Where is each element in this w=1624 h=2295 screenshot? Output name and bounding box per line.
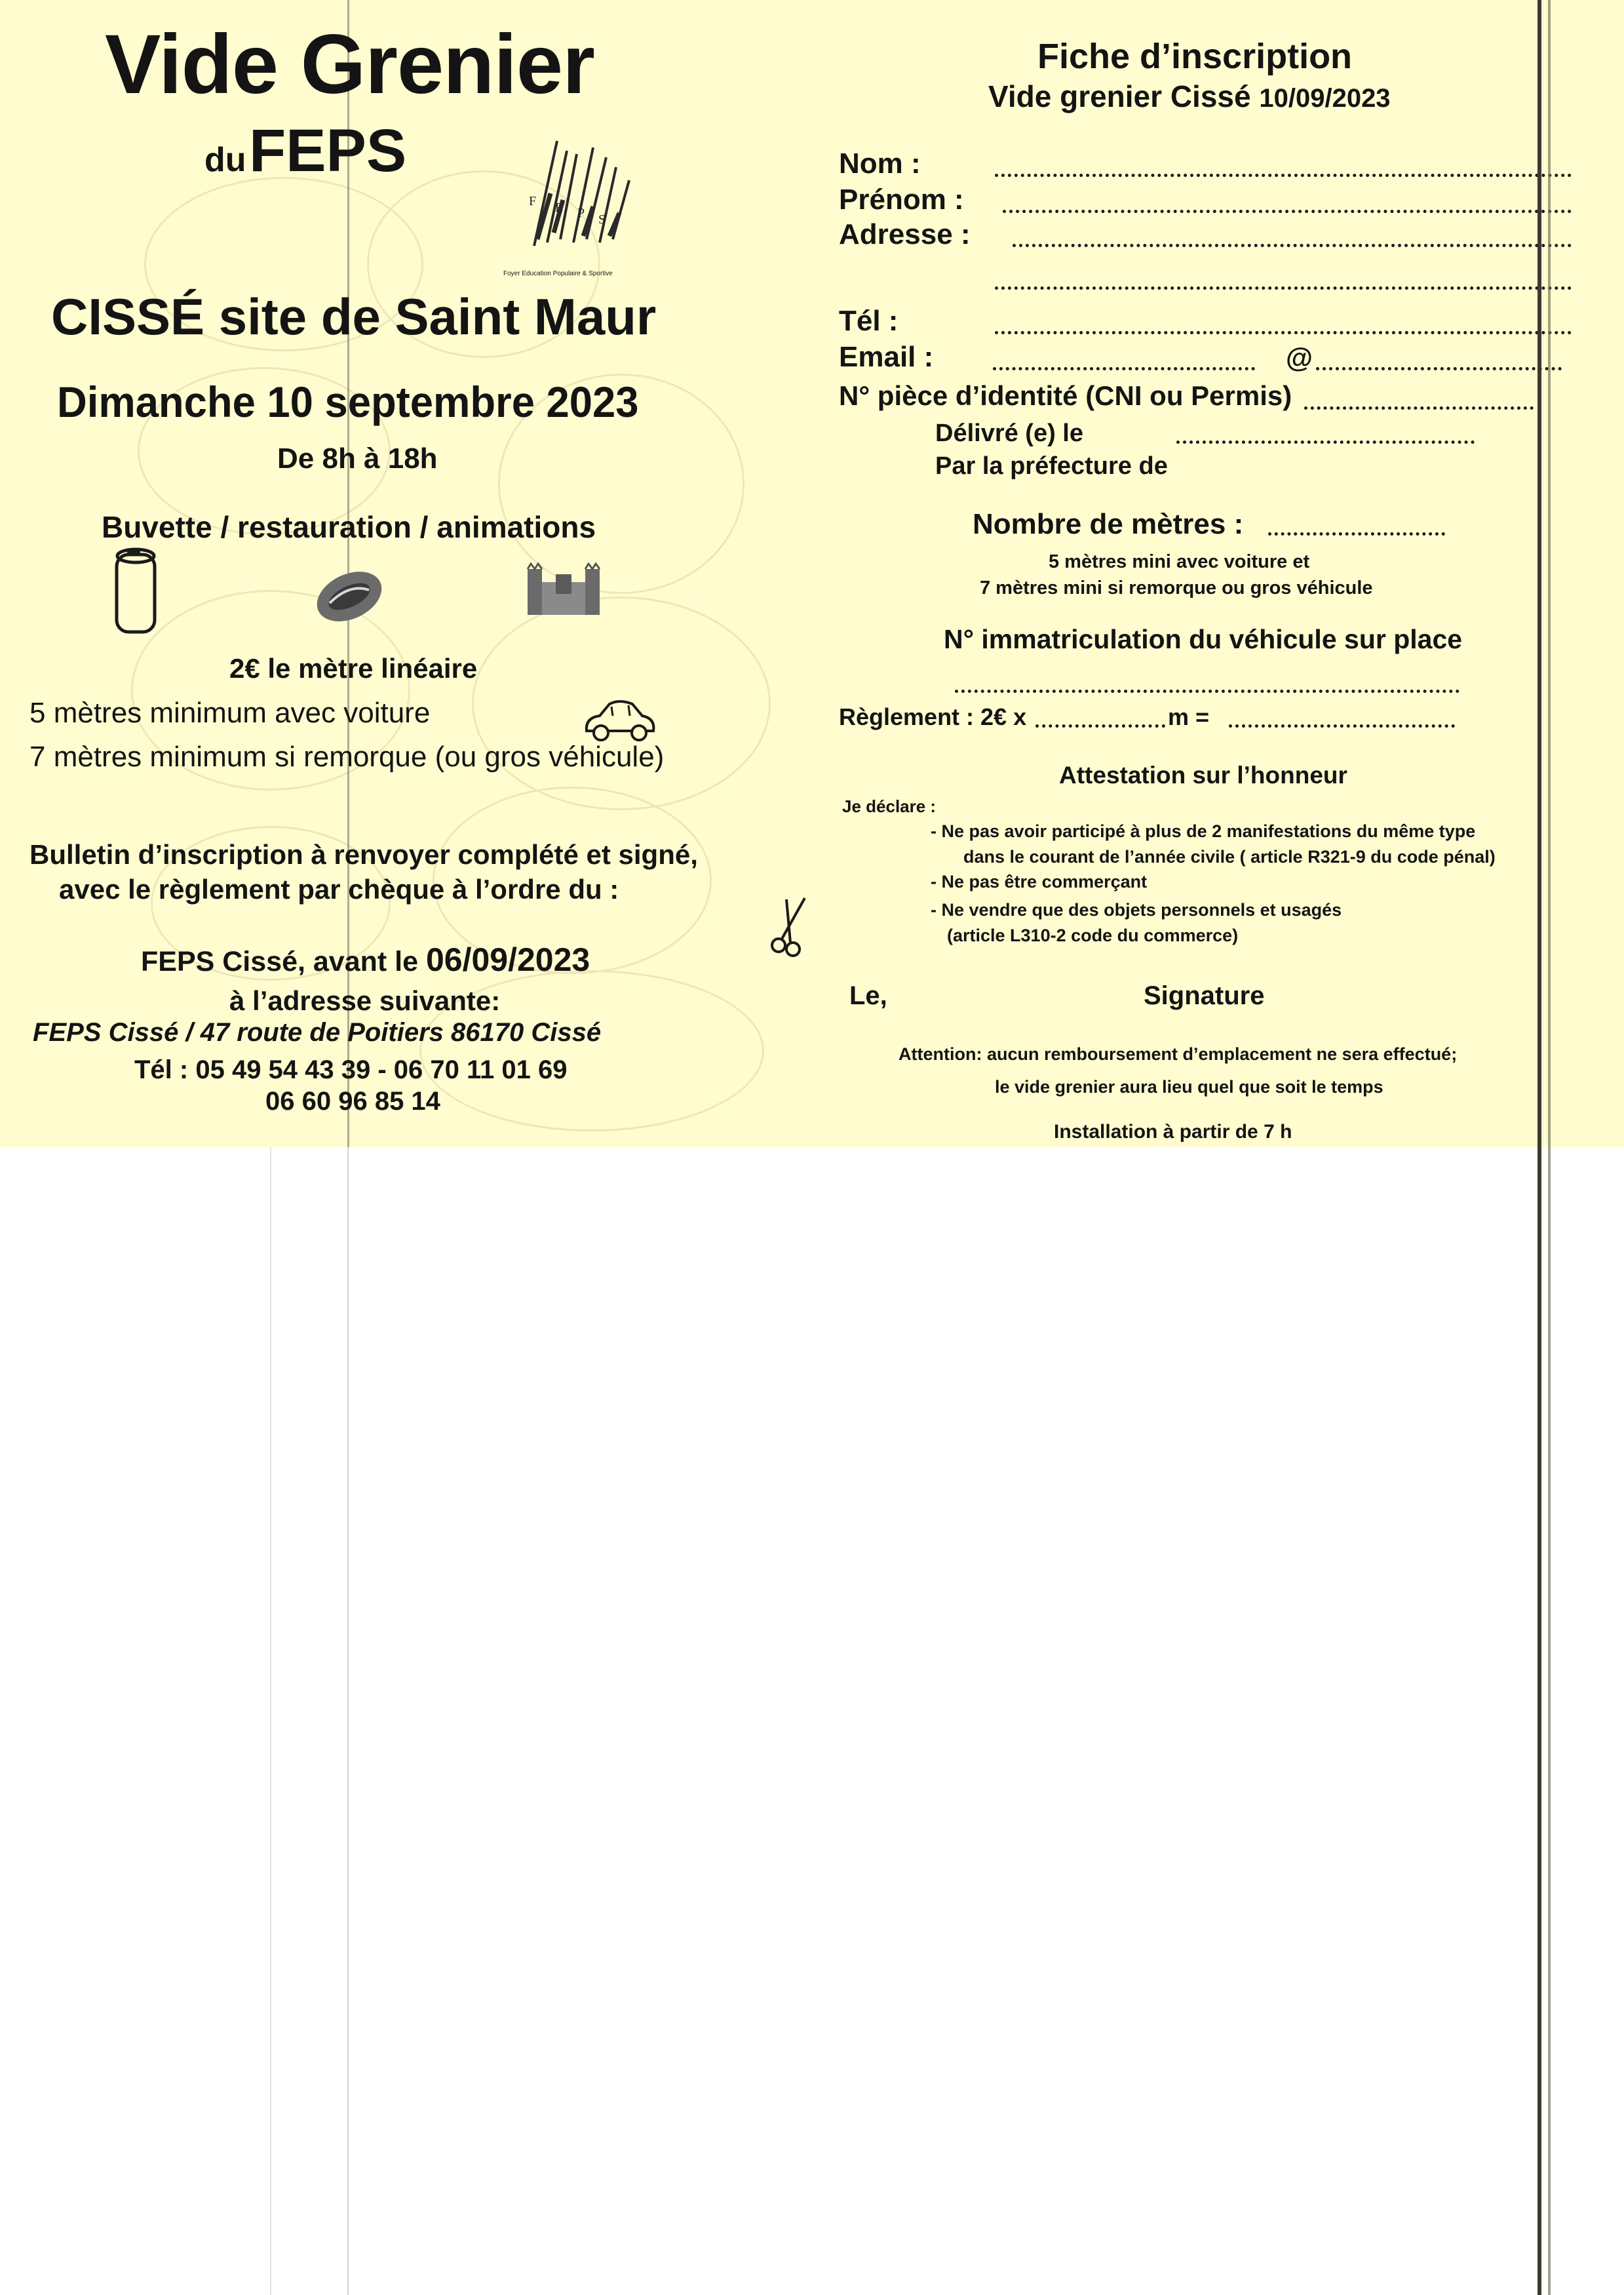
declaration-3: - Ne pas être commerçant [931, 872, 1148, 892]
form-date: 10/09/2023 [1259, 84, 1391, 113]
reglement-total-line[interactable] [1229, 724, 1455, 728]
declaration-2: dans le courant de l’année civile ( article R321-9 du code pénal) [963, 847, 1496, 867]
date-place-label: Le, [849, 981, 887, 1010]
installation-note: Installation à partir de 7 h [1054, 1121, 1292, 1143]
signature-label[interactable]: Signature [1144, 981, 1265, 1010]
form-subtitle [988, 79, 1391, 114]
metres-label: Nombre de mètres : [973, 508, 1244, 540]
svg-text:E: E [555, 201, 564, 215]
page-edge-line [1537, 0, 1541, 2295]
immatriculation-line[interactable] [955, 690, 1460, 693]
deadline-date: 06/09/2023 [425, 941, 590, 978]
car-icon [580, 695, 659, 746]
deadline [141, 941, 590, 979]
field-email-domain-line[interactable] [1316, 367, 1562, 370]
svg-text:F: F [529, 194, 537, 208]
field-nom-label: Nom : [839, 147, 921, 180]
scan-artifact-line [347, 1147, 349, 2295]
deadline-prefix: FEPS Cissé, avant le [141, 946, 426, 977]
field-adresse-line[interactable] [1013, 244, 1572, 247]
svg-text:P: P [577, 206, 585, 220]
event-date: Dimanche 10 septembre 2023 [57, 378, 639, 426]
field-nom-line[interactable] [995, 174, 1572, 177]
attestation-title: Attestation sur l’honneur [1059, 762, 1347, 789]
metres-note-1: 5 mètres mini avec voiture et [1049, 551, 1310, 572]
reglement-qty-line[interactable] [1035, 724, 1165, 728]
drink-can-icon [113, 545, 159, 640]
field-delivre-line[interactable] [1176, 441, 1475, 444]
logo-caption: Foyer Education Populaire & Sportive [503, 270, 613, 277]
event-services: Buvette / restauration / animations [102, 510, 596, 544]
bulletin-instructions-1: Bulletin d’inscription à renvoyer complété et signé, [29, 839, 698, 870]
form-title: Fiche d’inscription [1037, 37, 1353, 76]
metres-line[interactable] [1268, 532, 1445, 536]
minimum-car: 5 mètres minimum avec voiture [29, 697, 431, 729]
phone-numbers-2: 06 60 96 85 14 [265, 1087, 440, 1116]
immatriculation-label: N° immatriculation du véhicule sur place [944, 624, 1463, 654]
field-email-label: Email : [839, 341, 934, 373]
subtitle-feps: FEPS [248, 117, 407, 184]
scissors-icon [767, 893, 813, 958]
reglement-label: Règlement : 2€ x [839, 703, 1027, 730]
email-at-sign: @ [1286, 342, 1313, 373]
scan-artifact-line [270, 1147, 271, 2295]
attention-note-1: Attention: aucun remboursement d’emplacement ne sera effectué; [899, 1044, 1458, 1064]
attention-note-2: le vide grenier aura lieu quel que soit le temps [995, 1077, 1383, 1097]
field-delivre-label: Délivré (e) le [935, 420, 1083, 447]
je-declare: Je déclare : [842, 796, 937, 816]
postal-address: FEPS Cissé / 47 route de Poitiers 86170 Cissé [33, 1018, 602, 1047]
event-subtitle [204, 117, 406, 186]
event-location: CISSÉ site de Saint Maur [51, 288, 657, 345]
address-intro: à l’adresse suivante: [229, 985, 501, 1016]
bulletin-instructions-2: avec le règlement par chèque à l’ordre du : [59, 874, 619, 905]
field-prefecture-label: Par la préfecture de [935, 452, 1168, 480]
svg-text:S: S [598, 212, 606, 227]
feps-logo [495, 128, 646, 265]
field-tel-line[interactable] [995, 331, 1572, 334]
field-tel-label: Tél : [839, 305, 899, 337]
declaration-5: (article L310-2 code du commerce) [947, 926, 1239, 945]
page-edge-line [1548, 0, 1551, 2295]
minimum-trailer: 7 mètres minimum si remorque (ou gros véhicule) [29, 741, 665, 773]
subtitle-du: du [204, 141, 246, 179]
phone-numbers-1: Tél : 05 49 54 43 39 - 06 70 11 01 69 [134, 1055, 568, 1084]
declaration-4: - Ne vendre que des objets personnels et usagés [931, 900, 1342, 920]
field-id-line[interactable] [1304, 406, 1534, 410]
event-title: Vide Grenier [105, 18, 594, 111]
reglement-m: m = [1168, 703, 1210, 730]
field-adresse-label: Adresse : [839, 218, 971, 250]
declaration-1: - Ne pas avoir participé à plus de 2 manifestations du même type [931, 821, 1476, 841]
bouncy-castle-icon [524, 562, 603, 621]
price-per-meter: 2€ le mètre linéaire [229, 653, 478, 684]
field-prenom-line[interactable] [1003, 210, 1572, 213]
event-hours: De 8h à 18h [277, 442, 438, 475]
field-prenom-label: Prénom : [839, 184, 964, 216]
field-adresse-line-2[interactable] [995, 286, 1572, 290]
field-email-user-line[interactable] [993, 367, 1255, 370]
flyer-sheet [0, 0, 1624, 1147]
form-subtitle-text: Vide grenier Cissé [988, 79, 1260, 113]
metres-note-2: 7 mètres mini si remorque ou gros véhicule [980, 578, 1373, 598]
field-id-label: N° pièce d’identité (CNI ou Permis) [839, 380, 1292, 411]
hotdog-icon [313, 564, 385, 629]
